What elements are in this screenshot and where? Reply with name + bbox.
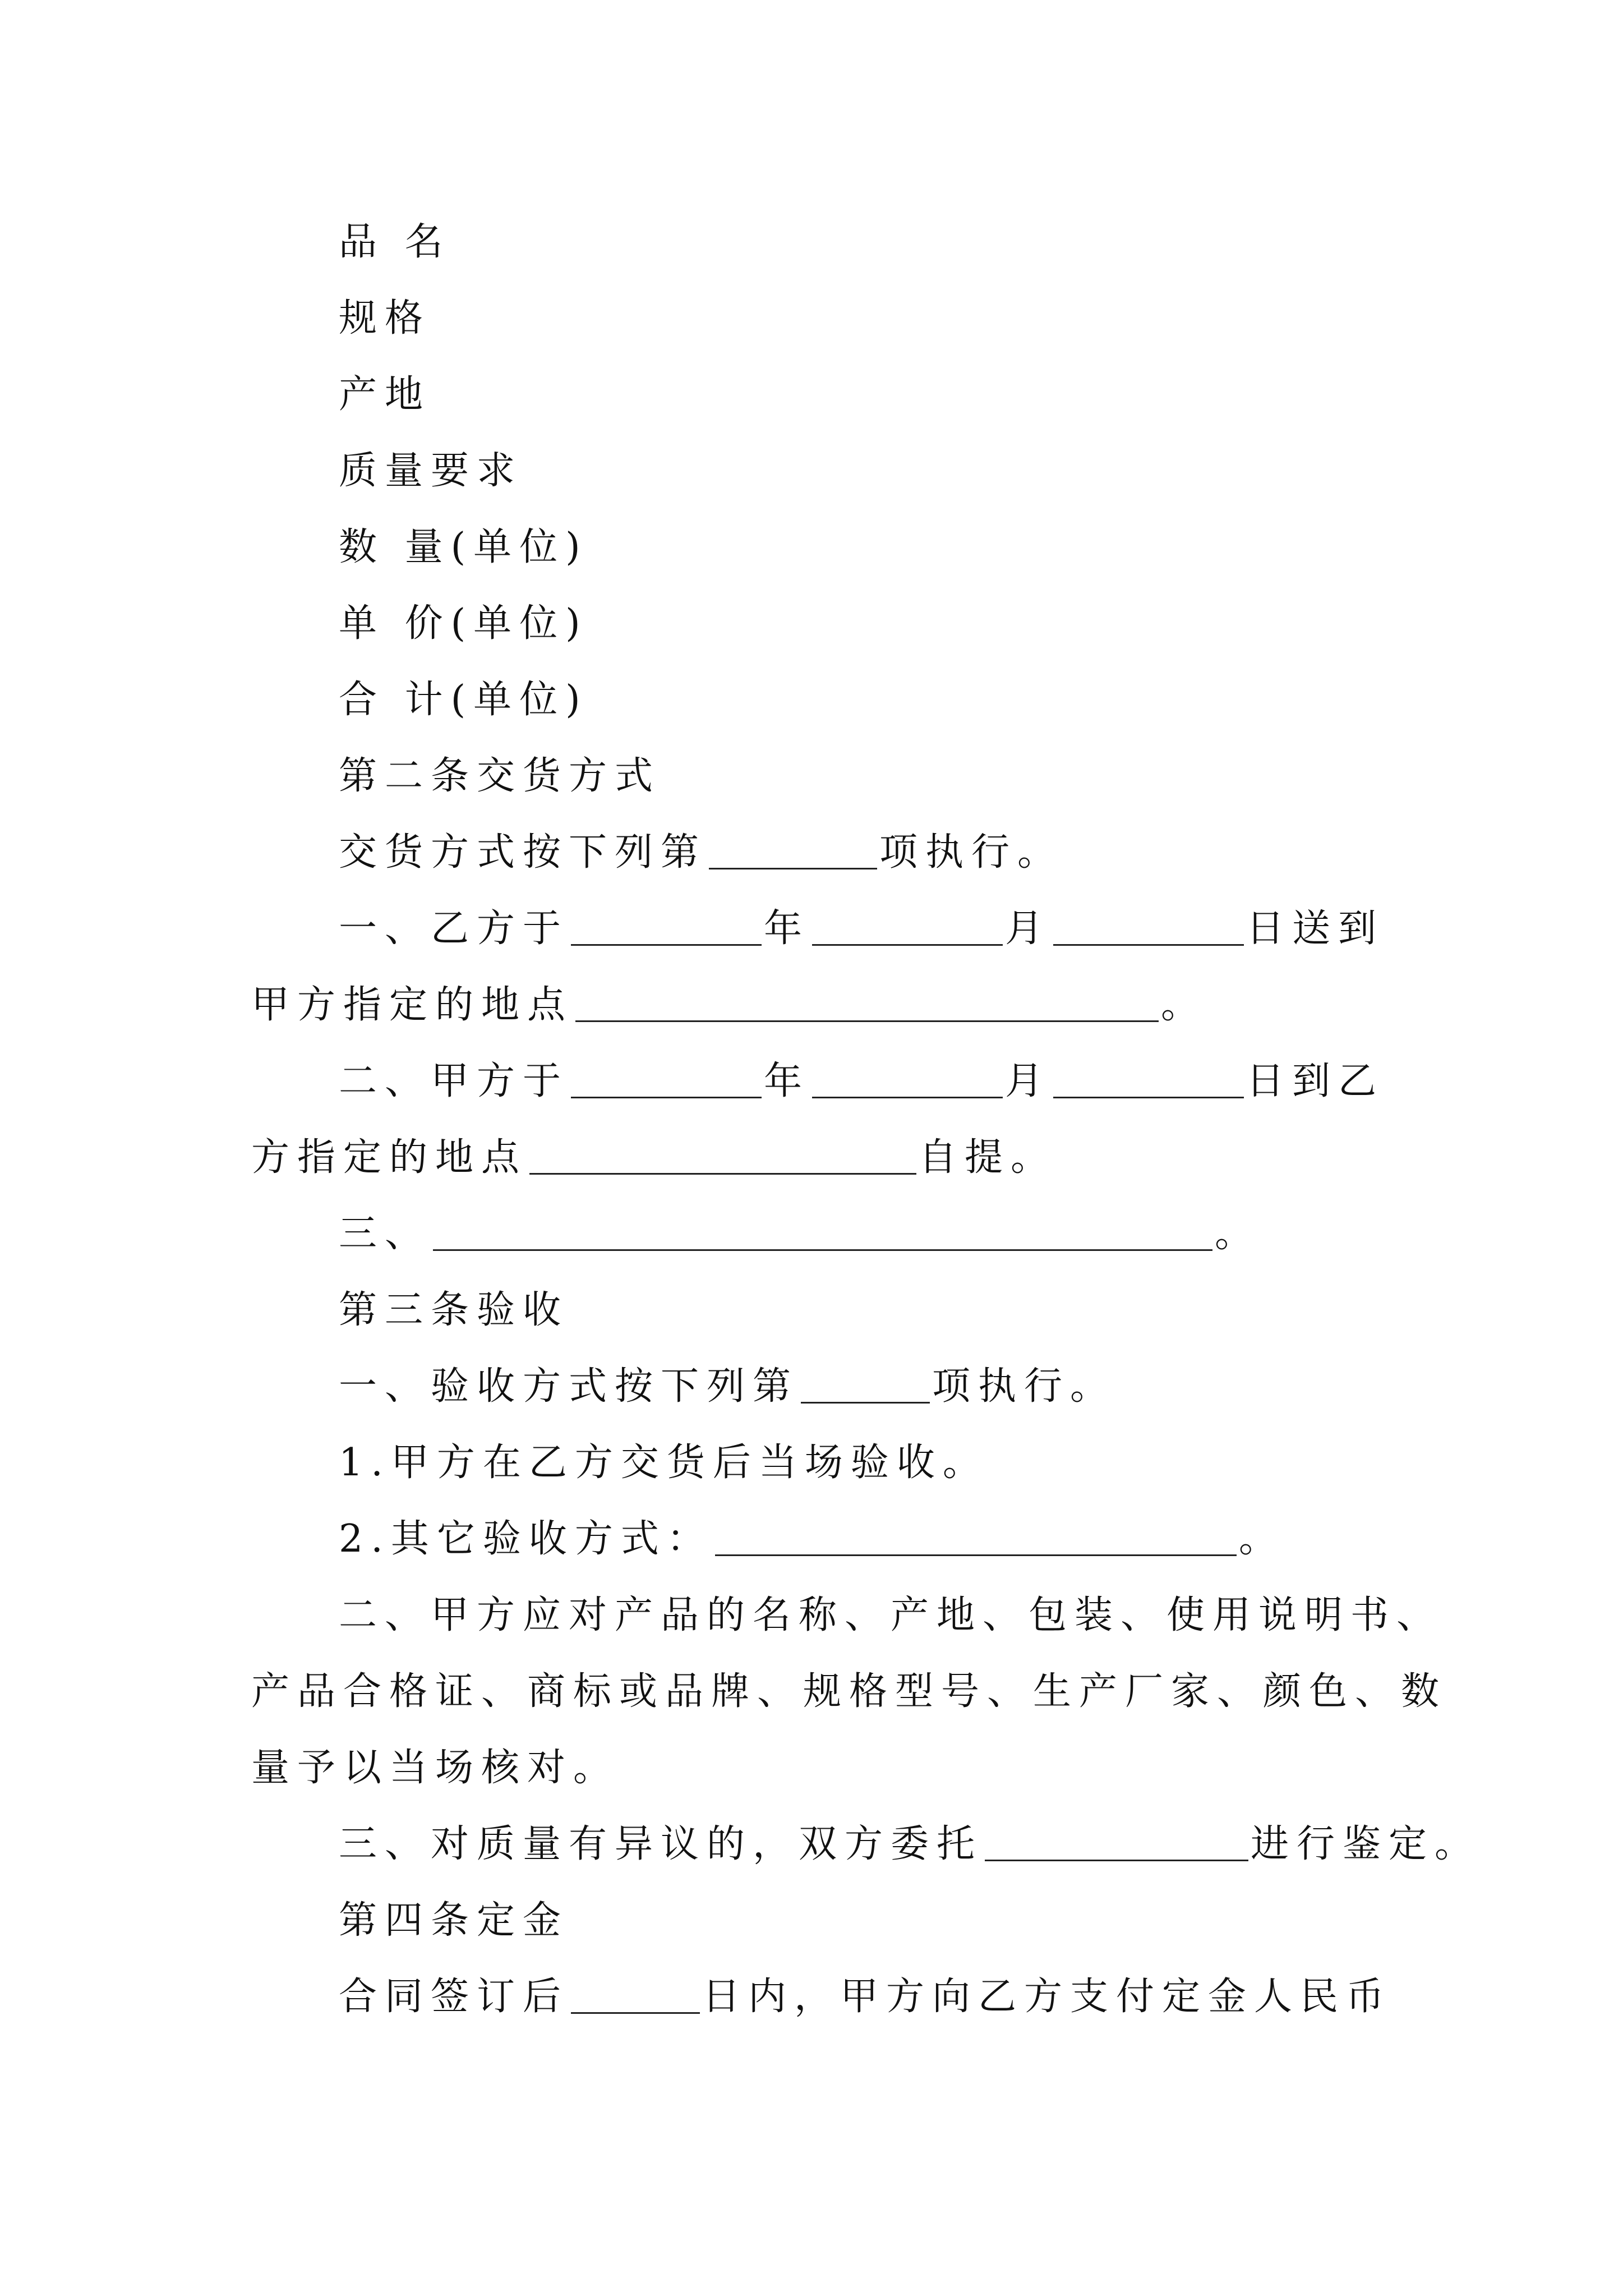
item-total-text: 合 计(单位) bbox=[339, 678, 588, 722]
option1-day-blank[interactable] bbox=[1053, 907, 1244, 946]
option1-cont: 甲方指定的地点 bbox=[251, 983, 574, 1027]
option1-year: 年 bbox=[764, 907, 810, 951]
article3-method-pre: 一、验收方式按下列第 bbox=[339, 1364, 799, 1409]
article4-line1-pre: 合同签订后 bbox=[339, 1975, 569, 2019]
option1-place-blank[interactable] bbox=[575, 983, 1159, 1022]
item-quality-text: 质量要求 bbox=[339, 449, 523, 493]
option2-year-blank[interactable] bbox=[571, 1060, 762, 1098]
article3-method-post: 项执行。 bbox=[932, 1364, 1117, 1409]
option2-day: 日到乙 bbox=[1246, 1059, 1385, 1103]
method2-blank[interactable] bbox=[715, 1517, 1237, 1556]
item-name-text: 品 名 bbox=[339, 220, 451, 264]
article2-option2 bbox=[251, 1043, 1391, 1120]
deposit-days-blank[interactable] bbox=[571, 1975, 700, 2014]
option2-end: 自提。 bbox=[919, 1135, 1057, 1180]
item-origin bbox=[251, 357, 1391, 433]
method-number-blank[interactable] bbox=[801, 1365, 930, 1404]
option3-pre: 三、 bbox=[339, 1212, 431, 1256]
item-spec bbox=[251, 280, 1391, 357]
article2-option1-cont bbox=[251, 967, 1391, 1043]
option2-pre: 二、甲方于 bbox=[339, 1059, 569, 1103]
article2-option2-cont bbox=[251, 1120, 1391, 1196]
article3-para2-line2 bbox=[251, 1654, 1447, 1730]
article3-method1-text: 1.甲方在乙方交货后当场验收。 bbox=[339, 1441, 989, 1485]
article3-para2-text3: 量予以当场核对。 bbox=[251, 1746, 620, 1790]
item-unit-price bbox=[251, 586, 1391, 662]
article2-option3 bbox=[251, 1196, 1391, 1272]
item-number-blank[interactable] bbox=[709, 831, 877, 869]
item-unit-price-text: 单 价(单位) bbox=[339, 601, 588, 646]
article2-option1 bbox=[251, 891, 1391, 967]
article3-heading bbox=[251, 1272, 1391, 1349]
option2-cont: 方指定的地点 bbox=[251, 1135, 528, 1180]
option1-end: 。 bbox=[1161, 983, 1207, 1027]
option1-pre: 一、乙方于 bbox=[339, 907, 569, 951]
article4-line1-post: 日内，甲方向乙方支付定金人民币 bbox=[702, 1975, 1393, 2019]
article3-method2 bbox=[251, 1501, 1391, 1577]
item-quality bbox=[251, 433, 1391, 509]
article3-heading-text: 第三条验收 bbox=[339, 1288, 569, 1332]
article2-heading bbox=[251, 738, 1391, 815]
article3-para3-post: 进行鉴定。 bbox=[1251, 1822, 1481, 1866]
article3-method2-pre: 2.其它验收方式： bbox=[339, 1517, 713, 1561]
article2-heading-text: 第二条交货方式 bbox=[339, 754, 661, 798]
article3-method bbox=[251, 1349, 1391, 1425]
article4-heading-text: 第四条定金 bbox=[339, 1898, 569, 1943]
option1-month-blank[interactable] bbox=[812, 907, 1003, 946]
article4-line1 bbox=[251, 1959, 1391, 2035]
item-spec-text: 规格 bbox=[339, 296, 431, 341]
article3-method2-end: 。 bbox=[1238, 1517, 1285, 1561]
article3-para3 bbox=[251, 1806, 1481, 1883]
option2-month-blank[interactable] bbox=[812, 1060, 1003, 1098]
item-name bbox=[251, 204, 1391, 280]
article4-heading bbox=[251, 1883, 1391, 1959]
article2-intro-pre: 交货方式按下列第 bbox=[339, 830, 707, 875]
article2-intro bbox=[251, 815, 1391, 891]
item-quantity bbox=[251, 509, 1391, 586]
option2-place-blank[interactable] bbox=[529, 1136, 916, 1175]
option2-year: 年 bbox=[764, 1059, 810, 1103]
option2-day-blank[interactable] bbox=[1053, 1060, 1244, 1098]
article3-para2-line3 bbox=[251, 1730, 1391, 1806]
article3-para2-line1 bbox=[251, 1577, 1443, 1654]
appraiser-blank[interactable] bbox=[985, 1823, 1248, 1861]
article3-para2-text1: 二、甲方应对产品的名称、产地、包装、使用说明书、 bbox=[339, 1593, 1443, 1637]
option2-month: 月 bbox=[1005, 1059, 1052, 1103]
option3-blank[interactable] bbox=[433, 1212, 1212, 1251]
article3-para3-pre: 三、对质量有异议的，双方委托 bbox=[339, 1822, 983, 1866]
option1-year-blank[interactable] bbox=[571, 907, 762, 946]
item-total bbox=[251, 662, 1391, 738]
option3-end: 。 bbox=[1215, 1212, 1261, 1256]
option1-month: 月 bbox=[1005, 907, 1052, 951]
option1-day: 日送到 bbox=[1246, 907, 1385, 951]
article3-para2-text2: 产品合格证、商标或品牌、规格型号、生产厂家、颜色、数 bbox=[251, 1669, 1447, 1714]
article2-intro-post: 项执行。 bbox=[879, 830, 1064, 875]
article3-method1 bbox=[251, 1425, 1391, 1501]
item-origin-text: 产地 bbox=[339, 372, 431, 417]
item-quantity-text: 数 量(单位) bbox=[339, 525, 588, 569]
